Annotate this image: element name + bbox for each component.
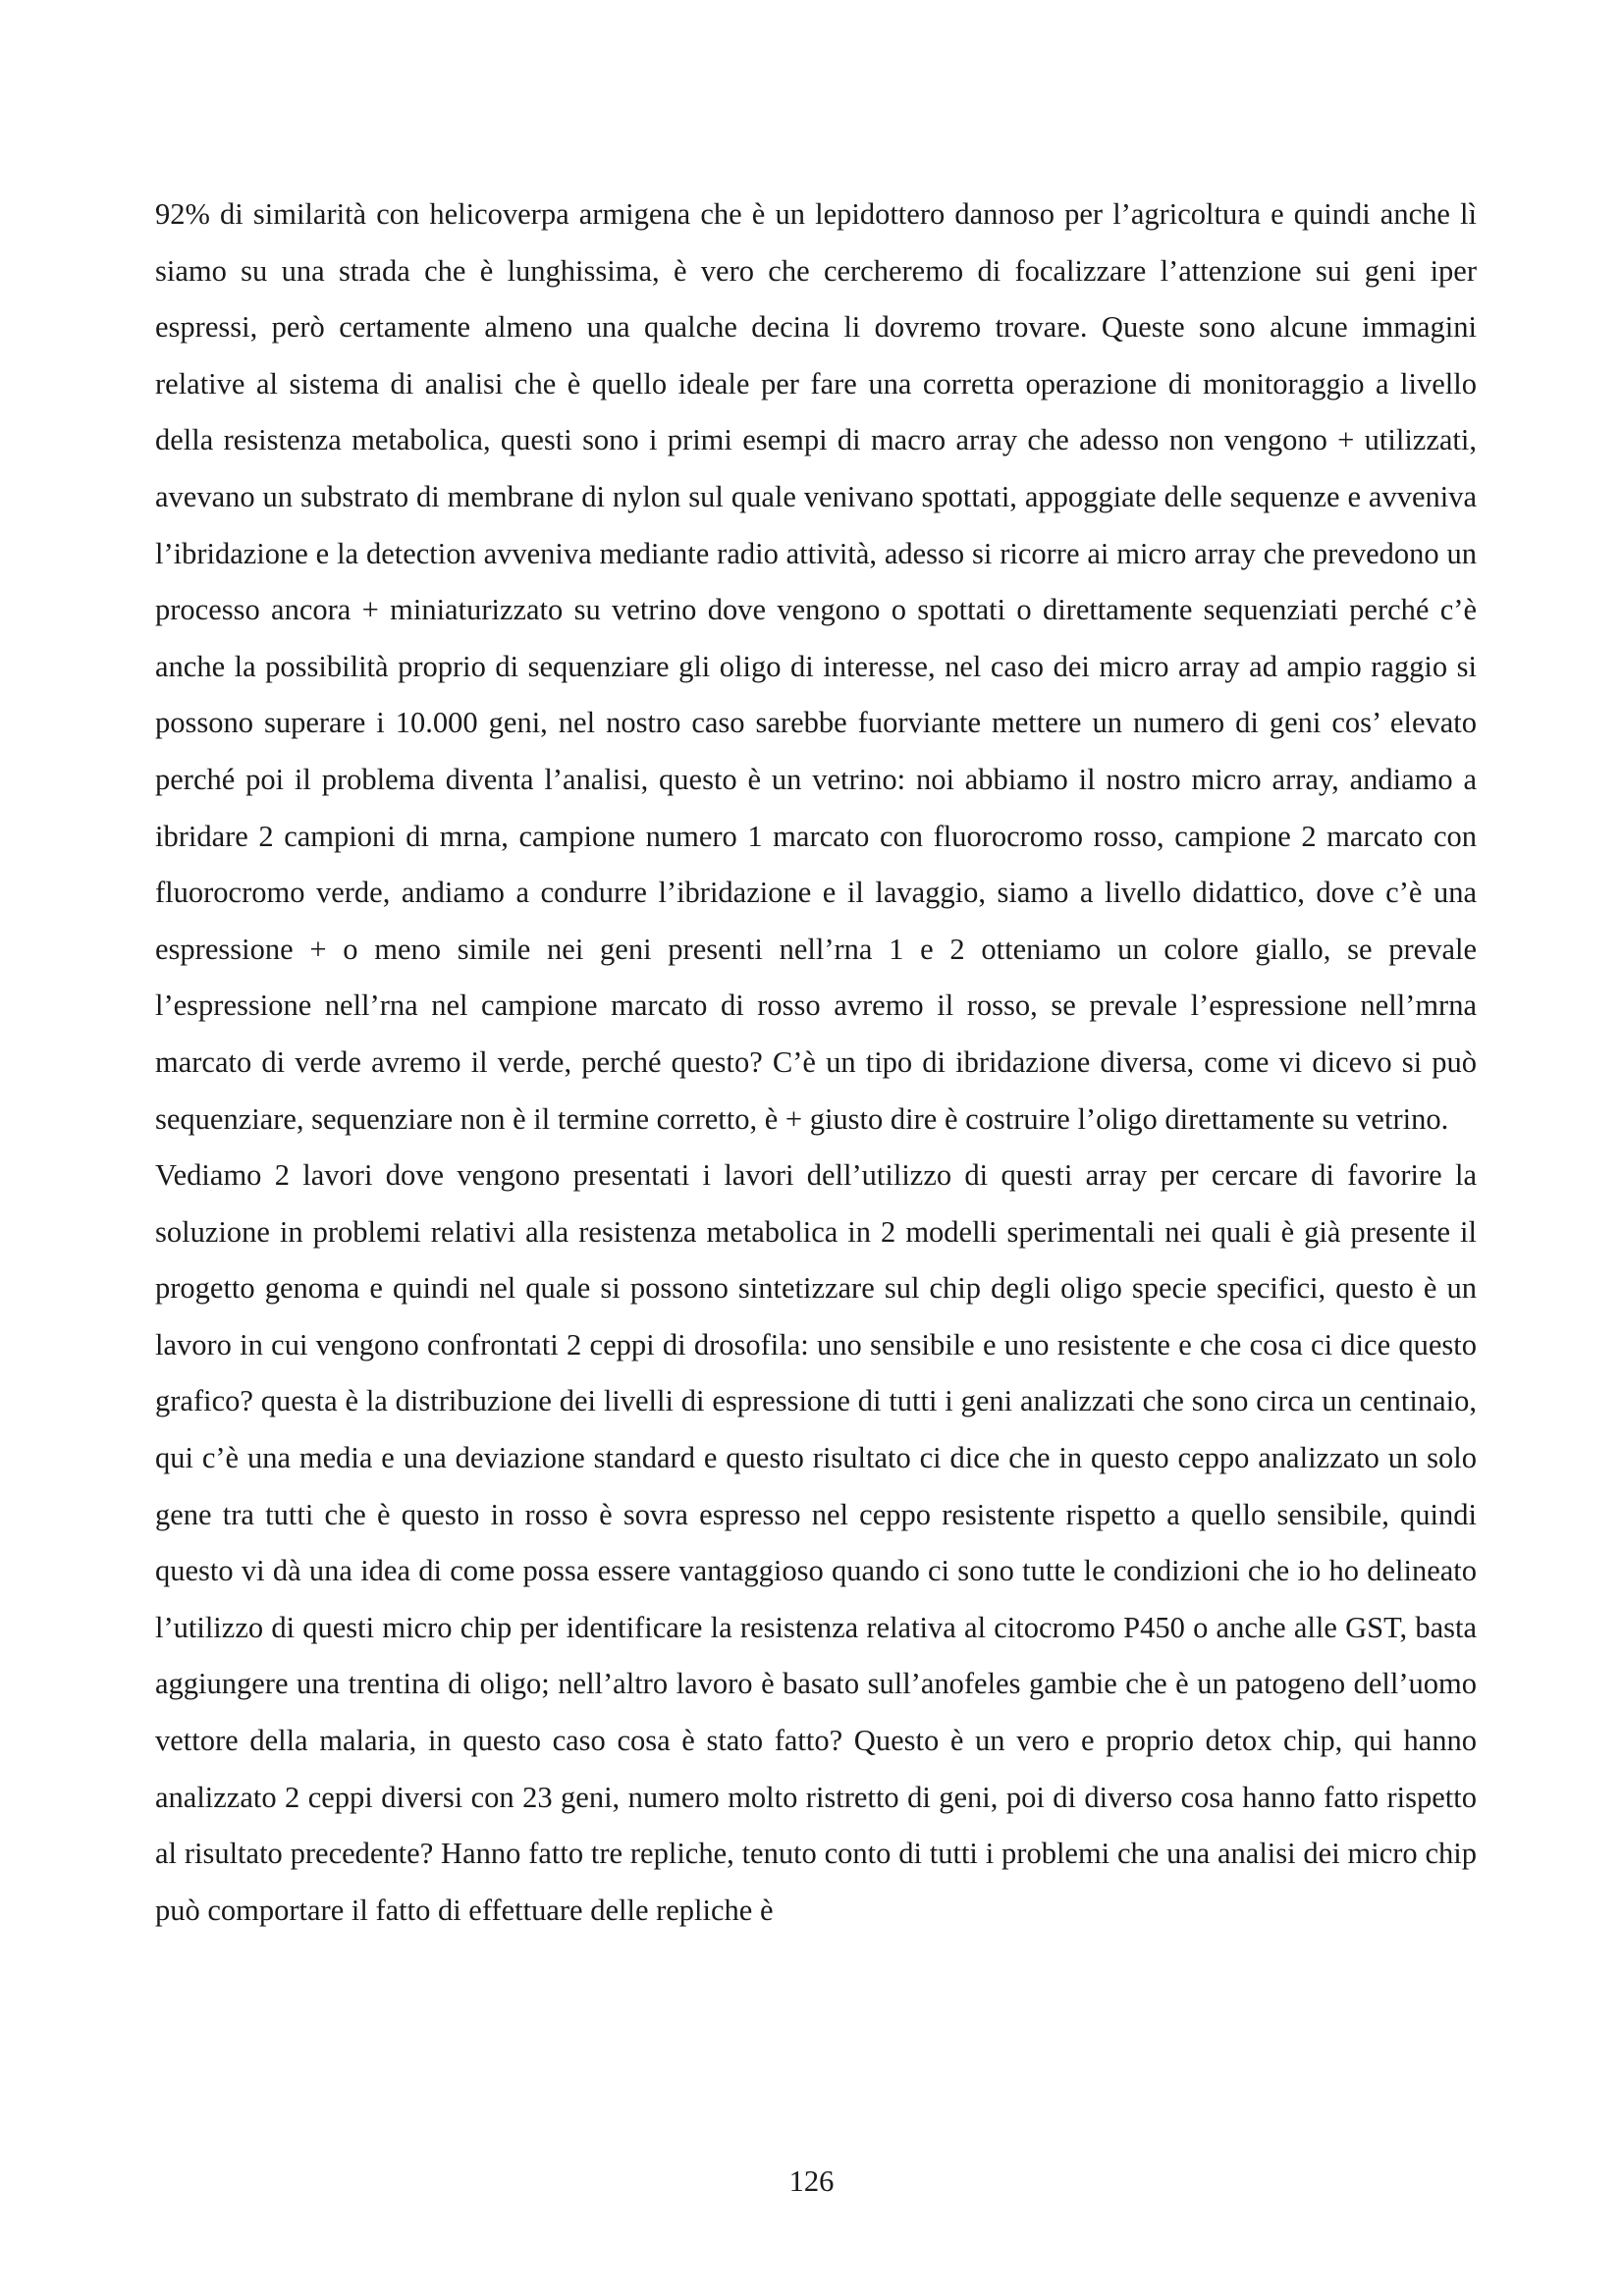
paragraph-2: Vediamo 2 lavori dove vengono presentati i lavori dell’utilizzo di questi array per cercare di favorire la soluzione in problemi relativi alla resistenza metabolica in 2 modelli sperimentali nei quali è già presente il progetto genoma e quindi nel quale si possono sintetizzare sul chip degli oligo specie specifici, questo è un lavoro in cui vengono confrontati 2 ceppi di drosofila: uno sensibile e uno resistente e che cosa ci dice questo grafico? questa è la distribuzione dei livelli di espressione di tutti i geni analizzati che sono circa un centinaio, qui c’è una media e una deviazione standard e questo risultato ci dice che in questo ceppo analizzato un solo gene tra tutti che è questo in rosso è sovra espresso nel ceppo resistente rispetto a quello sensibile, quindi questo vi dà una idea di come possa essere vantaggioso quando ci sono tutte le condizioni che io ho delineato l’utilizzo di questi micro chip per identificare la resistenza relativa al citocromo P450 o anche alle GST, basta aggiungere una trentina di oligo; nell’altro lavoro è basato sull’anofeles gambie che è un patogeno dell’uomo vettore della malaria, in questo caso cosa è stato fatto? Questo è un vero e proprio detox chip, qui hanno analizzato 2 ceppi diversi con 23 geni, numero molto ristretto di geni, poi di diverso cosa hanno fatto rispetto al risultato precedente? Hanno fatto tre repliche, tenuto conto di tutti i problemi che una analisi dei micro chip può comportare il fatto di effettuare delle repliche è xyxy=(155,1158,1477,1927)
paragraph-1: 92% di similarità con helicoverpa armigena che è un lepidottero dannoso per l’agricoltura e quindi anche lì siamo su una strada che è lunghissima, è vero che cercheremo di focalizzare l’attenzione sui geni iper espressi, però certamente almeno una qualche decina li dovremo trovare. Queste sono alcune immagini relative al sistema di analisi che è quello ideale per fare una corretta operazione di monitoraggio a livello della resistenza metabolica, questi sono i primi esempi di macro array che adesso non vengono + utilizzati, avevano un substrato di membrane di nylon sul quale venivano spottati, appoggiate delle sequenze e avveniva l’ibridazione e la detection avveniva mediante radio attività, adesso si ricorre ai micro array che prevedono un processo ancora + miniaturizzato su vetrino dove vengono o spottati o direttamente sequenziati perché c’è anche la possibilità proprio di sequenziare gli oligo di interesse, nel caso dei micro array ad ampio raggio si possono superare i 10.000 geni, nel nostro caso sarebbe fuorviante mettere un numero di geni cos’ elevato perché poi il problema diventa l’analisi, questo è un vetrino: noi abbiamo il nostro micro array, andiamo a ibridare 2 campioni di mrna, campione numero 1 marcato con fluorocromo rosso, campione 2 marcato con fluorocromo verde, andiamo a condurre l’ibridazione e il lavaggio, siamo a livello didattico, dove c’è una espressione + o meno simile nei geni presenti nell’rna 1 e 2 otteniamo un colore giallo, se prevale l’espressione nell’rna nel campione marcato di rosso avremo il rosso, se prevale l’espressione nell’mrna marcato di verde avremo il verde, perché questo? C’è un tipo di ibridazione diversa, come vi dicevo si può sequenziare, sequenziare non è il termine corretto, è + giusto dire è costruire l’oligo direttamente su vetrino. xyxy=(155,197,1477,1136)
body-text xyxy=(155,187,1477,1939)
page-number: 126 xyxy=(788,2164,835,2198)
